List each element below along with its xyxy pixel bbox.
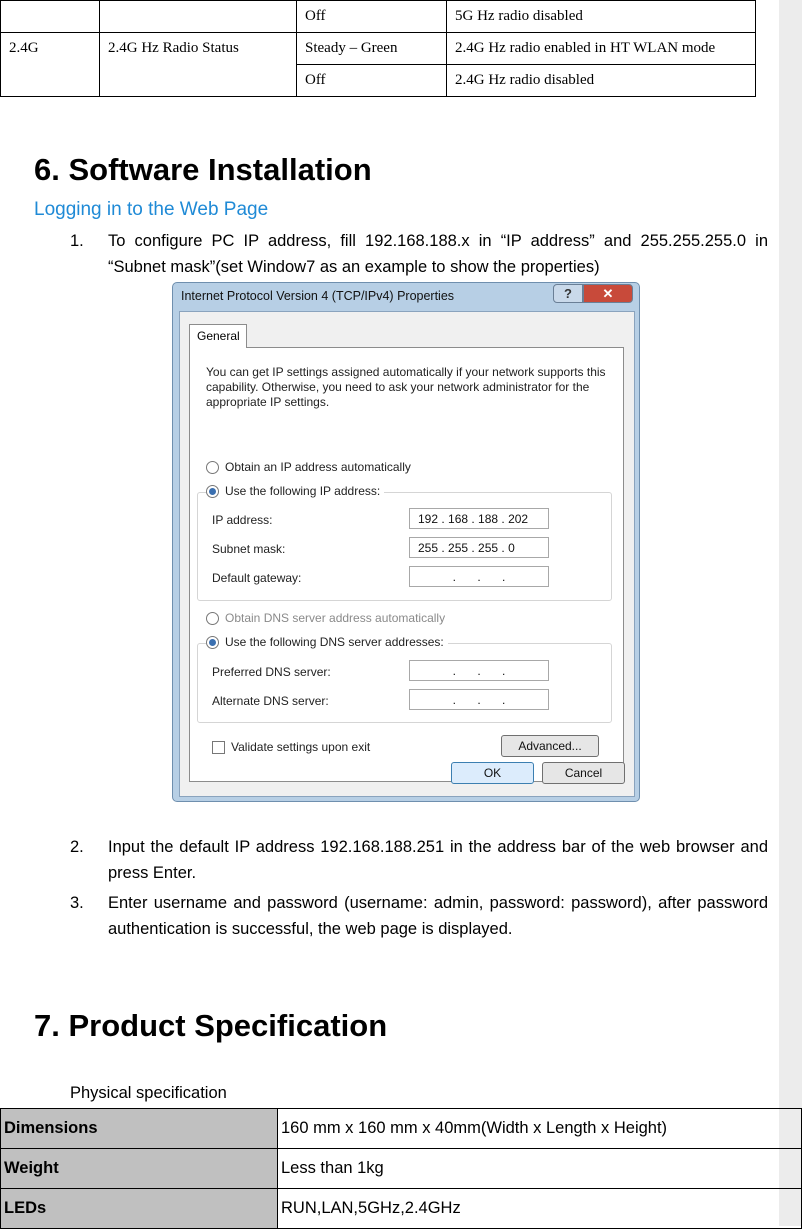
- table-cell: [100, 1, 297, 33]
- cancel-button[interactable]: Cancel: [542, 762, 625, 784]
- dns-group: [197, 643, 612, 723]
- spec-value: 160 mm x 160 mm x 40mm(Width x Length x Height): [278, 1109, 802, 1149]
- validate-settings-checkbox[interactable]: [212, 740, 370, 754]
- spec-key: Dimensions: [1, 1109, 278, 1149]
- alternate-dns-label: Alternate DNS server:: [212, 694, 329, 708]
- default-gateway-label: Default gateway:: [212, 571, 302, 585]
- preferred-dns-label: Preferred DNS server:: [212, 665, 331, 679]
- table-cell: 2.4G Hz radio enabled in HT WLAN mode: [447, 33, 756, 65]
- section-subtitle: Logging in to the Web Page: [34, 199, 269, 220]
- radio-obtain-dns-auto[interactable]: [206, 611, 445, 625]
- list-number: 3.: [70, 894, 84, 912]
- default-gateway-field[interactable]: . . .: [409, 566, 549, 587]
- table-row: [1, 1109, 802, 1149]
- list-number: 1.: [70, 232, 84, 250]
- spec-table: [0, 1108, 802, 1229]
- page-margin-bar: [779, 0, 802, 1226]
- spec-key: Weight: [1, 1149, 278, 1189]
- radio-icon: [206, 461, 219, 474]
- table-cell: Steady – Green: [297, 33, 447, 65]
- preferred-dns-field[interactable]: . . .: [409, 660, 549, 681]
- help-button[interactable]: ?: [553, 284, 583, 303]
- checkbox-icon: [212, 741, 225, 754]
- table-cell: 2.4G: [1, 33, 100, 97]
- ipv4-properties-dialog: [172, 282, 640, 802]
- physical-spec-label: Physical specification: [70, 1084, 227, 1102]
- close-button[interactable]: ✕: [583, 284, 633, 303]
- list-text: Input the default IP address 192.168.188.251 in the address bar of the web browser and press Enter.: [108, 838, 768, 882]
- table-cell: 2.4G Hz radio disabled: [447, 65, 756, 97]
- window-controls: [553, 284, 633, 303]
- spec-value: RUN,LAN,5GHz,2.4GHz: [278, 1189, 802, 1229]
- radio-icon: [206, 612, 219, 625]
- checkbox-label: Validate settings upon exit: [231, 740, 371, 754]
- radio-label: Obtain DNS server address automatically: [225, 611, 446, 625]
- table-cell: [1, 1, 100, 33]
- ok-button[interactable]: OK: [451, 762, 534, 784]
- section-title-software-installation: 6. Software Installation: [34, 152, 372, 187]
- table-row: [1, 1189, 802, 1229]
- radio-use-static-ip[interactable]: [206, 484, 384, 498]
- subnet-mask-field[interactable]: 255 . 255 . 255 . 0: [409, 537, 549, 558]
- radio-selected-icon: [206, 636, 219, 649]
- general-panel: [189, 347, 624, 782]
- list-number: 2.: [70, 838, 84, 856]
- radio-use-static-dns[interactable]: [206, 635, 448, 649]
- table-cell: Off: [297, 65, 447, 97]
- list-text: Enter username and password (username: admin, password: password), after password authentication is successful, the web page is displayed.: [108, 894, 768, 938]
- dialog-body: [179, 311, 635, 797]
- radio-selected-icon: [206, 485, 219, 498]
- ip-address-field[interactable]: 192 . 168 . 188 . 202: [409, 508, 549, 529]
- dialog-title: Internet Protocol Version 4 (TCP/IPv4) Properties: [181, 289, 455, 303]
- tab-general[interactable]: General: [189, 324, 247, 348]
- table-row: [1, 33, 756, 65]
- radio-label: Use the following IP address:: [225, 484, 381, 498]
- intro-text: You can get IP settings assigned automatically if your network supports this capability. Otherwise, you need to ask your network administrator for the appropriate IP settings.: [206, 365, 606, 409]
- list-text: To configure PC IP address, fill 192.168.188.x in “IP address” and 255.255.255.0 in “Subnet mask”(set Window7 as an example to show the properties): [108, 232, 768, 276]
- radio-obtain-ip-auto[interactable]: [206, 460, 411, 474]
- advanced-button[interactable]: Advanced...: [501, 735, 599, 757]
- spec-value: Less than 1kg: [278, 1149, 802, 1189]
- alternate-dns-field[interactable]: . . .: [409, 689, 549, 710]
- table-cell: Off: [297, 1, 447, 33]
- section-title-product-specification: 7. Product Specification: [34, 1008, 388, 1043]
- subnet-mask-label: Subnet mask:: [212, 542, 286, 556]
- table-cell: 5G Hz radio disabled: [447, 1, 756, 33]
- led-status-table: [0, 0, 756, 97]
- table-cell: 2.4G Hz Radio Status: [100, 33, 297, 97]
- spec-key: LEDs: [1, 1189, 278, 1229]
- ip-address-label: IP address:: [212, 513, 273, 527]
- radio-label: Use the following DNS server addresses:: [225, 635, 444, 649]
- table-row: [1, 1, 756, 33]
- radio-label: Obtain an IP address automatically: [225, 460, 411, 474]
- table-row: [1, 1149, 802, 1189]
